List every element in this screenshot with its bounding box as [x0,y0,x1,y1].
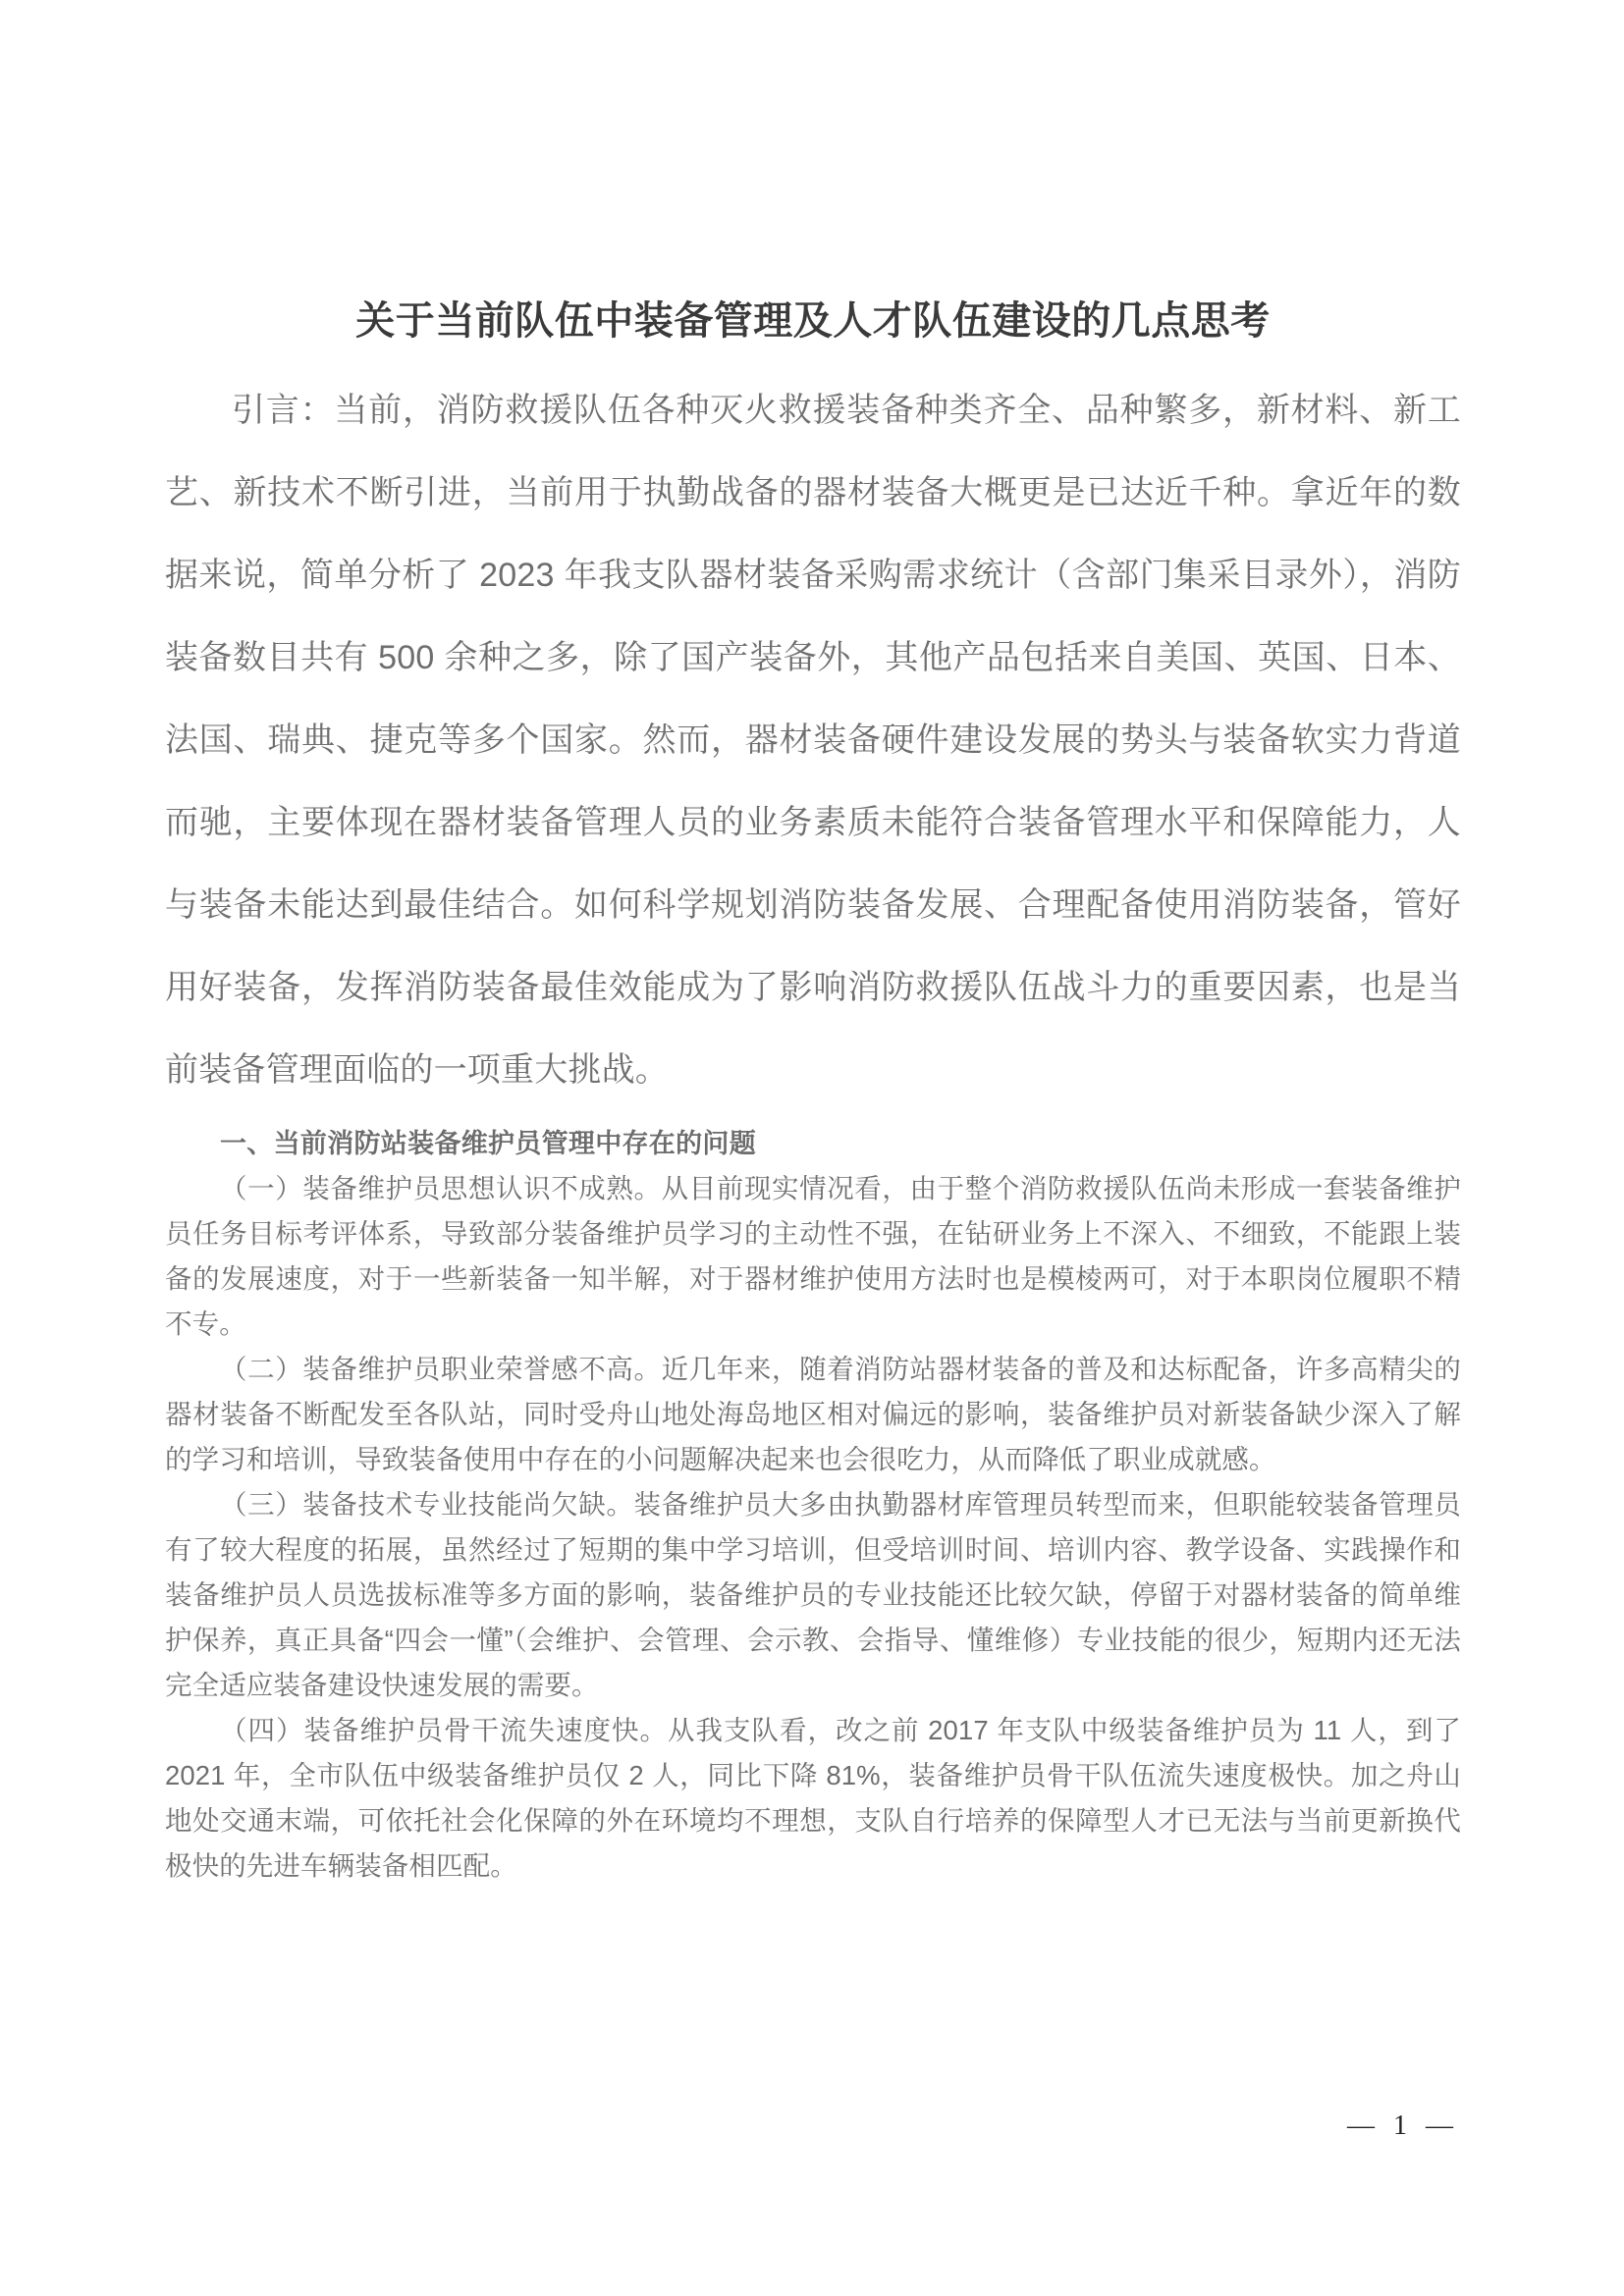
body-paragraph-3: （三）装备技术专业技能尚欠缺。装备维护员大多由执勤器材库管理员转型而来，但职能较装备管理员有了较大程度的拓展，虽然经过了短期的集中学习培训，但受培训时间、培训内容、教学设备、实践操作和装备维护员人员选拔标准等多方面的影响，装备维护员的专业技能还比较欠缺，停留于对器材装备的简单维护保养，真正具备“四会一懂”（会维护、会管理、会示教、会指导、懂维修）专业技能的很少，短期内还无法完全适应装备建设快速发展的需要。 [165,1489,1461,1700]
body-paragraph-2: （二）装备维护员职业荣誉感不高。近几年来，随着消防站器材装备的普及和达标配备，许多高精尖的器材装备不断配发至各队站，同时受舟山地处海岛地区相对偏远的影响，装备维护员对新装备缺少深入了解的学习和培训，导致装备使用中存在的小问题解决起来也会很吃力，从而降低了职业成就感。 [165,1354,1461,1474]
document-body [165,294,1461,1889]
page-number: — 1 — [1347,2110,1459,2141]
page-title: 关于当前队伍中装备管理及人才队伍建设的几点思考 [355,299,1271,343]
body-paragraph-4: （四）装备维护员骨干流失速度快。从我支队看，改之前 2017 年支队中级装备维护员为 11 人，到了 2021 年，全市队伍中级装备维护员仅 2 人，同比下降 81%，装备维护员骨干队伍流失速度极快。加之舟山地处交通末端，可依托社会化保障的外在环境均不理想，支队自行培养的保障型人才已无法与当前更新换代极快的先进车辆装备相匹配。 [165,1715,1461,1881]
intro-paragraph: 引言：当前，消防救援队伍各种灭火救援装备种类齐全、品种繁多，新材料、新工艺、新技术不断引进，当前用于执勤战备的器材装备大概更是已达近千种。拿近年的数据来说，简单分析了 2023 年我支队器材装备采购需求统计（含部门集采目录外），消防装备数目共有 500 余种之多，除了国产装备外，其他产品包括来自美国、英国、日本、法国、瑞典、捷克等多个国家。然而，器材装备硬件建设发展的势头与装备软实力背道而驰，主要体现在器材装备管理人员的业务素质未能符合装备管理水平和保障能力，人与装备未能达到最佳结合。如何科学规划消防装备发展、合理配备使用消防装备，管好用好装备，发挥消防装备最佳效能成为了影响消防救援队伍战斗力的重要因素，也是当前装备管理面临的一项重大挑战。 [165,392,1461,1089]
body-paragraph-1: （一）装备维护员思想认识不成熟。从目前现实情况看，由于整个消防救援队伍尚未形成一套装备维护员任务目标考评体系，导致部分装备维护员学习的主动性不强，在钻研业务上不深入、不细致，不能跟上装备的发展速度，对于一些新装备一知半解，对于器材维护使用方法时也是模棱两可，对于本职岗位履职不精不专。 [165,1173,1461,1339]
section-heading-1: 一、当前消防站装备维护员管理中存在的问题 [220,1129,756,1158]
